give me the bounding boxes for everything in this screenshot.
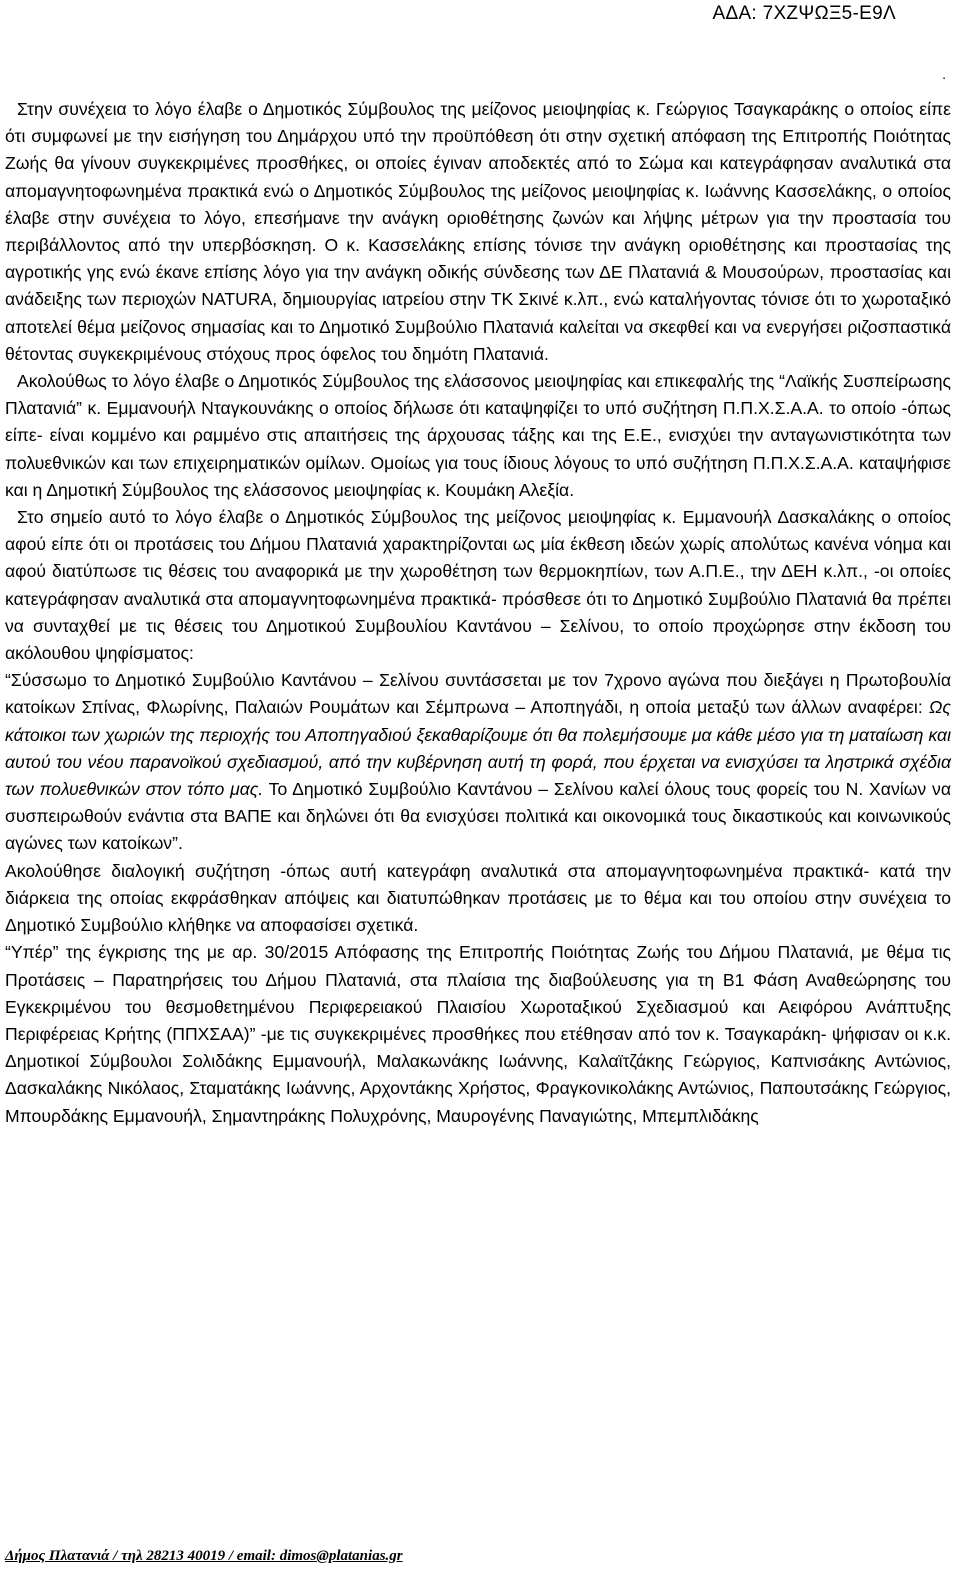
footer-contact: Δήμος Πλατανιά / τηλ 28213 40019 / email: dimos@platanias.gr bbox=[5, 1548, 403, 1564]
corner-mark: . bbox=[942, 66, 946, 82]
quote-end: Το Δημοτικό Συμβούλιο Καντάνου – Σελίνου καλεί όλους τους φορείς του Ν. Χανίων να συσπειρωθούν ενάντια στα ΒΑΠΕ και δηλώνει ότι θα ενισχύσει πολιτικά και οικονομικά τους δικαστικούς και κοινωνικούς αγώνες των κατοίκων”. bbox=[5, 779, 951, 854]
paragraph-ntagkounakis: Ακολούθως το λόγο έλαβε ο Δημοτικός Σύμβουλος της ελάσσονος μειοψηφίας και επικεφαλής της “Λαϊκής Συσπείρωσης Πλατανιά” κ. Εμμανουήλ Νταγκουνάκης ο οποίος δήλωσε ότι καταψηφίζει το υπό συζήτηση Π.Π.Χ.Σ.Α.Α. το οποίο -όπως είπε- είναι κομμένο και ραμμένο στις απαιτήσεις της άρχουσας τάξης και της Ε.Ε., ενισχύει την ανταγωνιστικότητα των πολυεθνικών και των επιχειρηματικών ομίλων. Ομοίως για τους ίδιους λόγους το υπό συζήτηση Π.Π.Χ.Σ.Α.Α. καταψήφισε και η Δημοτική Σύμβουλος της ελάσσονος μειοψηφίας κ. Κουμάκη Αλεξία. bbox=[5, 371, 951, 500]
paragraph-vote: “Υπέρ” της έγκρισης της με αρ. 30/2015 Απόφασης της Επιτροπής Ποιότητας Ζωής του Δήμου Πλατανιά, με θέμα τις Προτάσεις – Παρατηρήσεις του Δήμου Πλατανιά, στα πλαίσια της διαβούλευσης για τη Β1 Φάση Αναθεώρησης του Εγκεκριμένου του θεσμοθετημένου Περιφερειακού Πλαισίου Χωροταξικού Σχεδιασμού και Αειφόρου Ανάπτυξης Περιφέρειας Κρήτης (ΠΠΧΣΑΑ)” -με τις συγκεκριμένες προσθήκες που ετέθησαν από τον κ. Τσαγκαράκη- ψήφισαν οι κ.κ. Δημοτικοί Σύμβουλοι Σολιδάκης Εμμανουήλ, Μαλακωνάκης Ιωάννης, Καλαϊτζάκης Γεώργιος, Καπνισάκης Αντώνιος, Δασκαλάκης Νικόλαος, Σταματάκης Ιωάννης, Αρχοντάκης Χρήστος, Φραγκονικολάκης Αντώνιος, Παπουτσάκης Γεώργιος, Μπουρδάκης Εμμανουήλ, Σημαντηράκης Πολυχρόνης, Μαυρογένης Παναγιώτης, Μπεμπλιδάκης bbox=[5, 942, 951, 1126]
document-body bbox=[5, 96, 951, 1130]
paragraph-discussion: Ακολούθησε διαλογική συζήτηση -όπως αυτή κατεγράφη αναλυτικά στα απομαγνητοφωνημένα πρακτικά- κατά την διάρκεια της οποίας εκφράσθηκαν απόψεις και διατυπώθηκαν προτάσεις με το θέμα και του οποίου στην συνέχεια το Δημοτικό Συμβούλιο κλήθηκε να αποφασίσει σχετικά. bbox=[5, 860, 951, 936]
ada-code: ΑΔΑ: 7ΧΖΨΩΞ5-Ε9Λ bbox=[712, 3, 896, 24]
paragraph-resolution-quote bbox=[5, 667, 951, 857]
quote-italic: Ως κάτοικοι των χωριών της περιοχής του Αποπηγαδιού ξεκαθαρίζουμε ότι θα πολεμήσουμε μα κάθε μέσο για τη ματαίωση και αυτού του νέου παρανοϊκού σχεδιασμού, από την κυβέρνηση αυτή τη φορά, που έρχεται να ενισχύσει τα ληστρικά σχέδια των πολυεθνικών στον τόπο μας. bbox=[5, 697, 951, 800]
paragraph-tsagkarakis-kasselakis: Στην συνέχεια το λόγο έλαβε ο Δημοτικός Σύμβουλος της μείζονος μειοψηφίας κ. Γεώργιος Τσαγκαράκης ο οποίος είπε ότι συμφωνεί με την εισήγηση του Δημάρχου υπό την προϋπόθεση ότι στην σχετική απόφαση της Επιτροπής Ποιότητας Ζωής θα γίνουν συγκεκριμένες προσθήκες, οι οποίες έγιναν αποδεκτές από το Σώμα και κατεγράφησαν αναλυτικά στα απομαγνητοφωνημένα πρακτικά ενώ ο Δημοτικός Σύμβουλος της μείζονος μειοψηφίας κ. Ιωάννης Κασσελάκης, ο οποίος έλαβε στην συνέχεια το λόγο, επεσήμανε την ανάγκη οριοθέτησης ζωνών και λήψης μέτρων για την προστασία του περιβάλλοντος από την υπερβόσκηση. Ο κ. Κασσελάκης επίσης τόνισε την ανάγκη οριοθέτησης και προστασίας της αγροτικής γης ενώ έκανε επίσης λόγο για την ανάγκη οδικής σύνδεσης των ΔΕ Πλατανιά & Μουσούρων, προστασίας και ανάδειξης των περιοχών NATURA, δημιουργίας ιατρείου στην ΤΚ Σκινέ κ.λπ., ενώ καταλήγοντας τόνισε ότι το χωροταξικό αποτελεί θέμα μείζονος σημασίας και το Δημοτικό Συμβούλιο Πλατανιά καλείται να σκεφθεί και να ενεργήσει ριζοσπαστικά θέτοντας συγκεκριμένους στόχους προς όφελος του δημότη Πλατανιά. bbox=[5, 99, 951, 364]
paragraph-daskalakis: Στο σημείο αυτό το λόγο έλαβε ο Δημοτικός Σύμβουλος της μείζονος μειοψηφίας κ. Εμμανουήλ Δασκαλάκης ο οποίος αφού είπε ότι οι προτάσεις του Δήμου Πλατανιά χαρακτηρίζονται ως μία έκθεση ιδεών χωρίς απολύτως κανένα νόημα και αφού διατύπωσε τις θέσεις του αναφορικά με την χωροθέτηση των θερμοκηπίων, των Α.Π.Ε., την ΔΕΗ κ.λπ., -οι οποίες κατεγράφησαν αναλυτικά στα απομαγνητοφωνημένα πρακτικά- πρόσθεσε ότι το Δημοτικό Συμβούλιο Πλατανιά θα πρέπει να συνταχθεί με τις θέσεις του Δημοτικού Συμβουλίου Καντάνου – Σελίνου, το οποίο προχώρησε στην έκδοση του ακόλουθου ψηφίσματος: bbox=[5, 507, 951, 664]
quote-start: “Σύσσωμο το Δημοτικό Συμβούλιο Καντάνου – Σελίνου συντάσσεται με τον 7χρονο αγώνα που διεξάγει η Πρωτοβουλία κατοίκων Σπίνας, Φλωρίνης, Παλαιών Ρουμάτων και Σέμπρωνα – Αποπηγάδι, η οποία μεταξύ των άλλων αναφέρει: bbox=[5, 670, 951, 718]
